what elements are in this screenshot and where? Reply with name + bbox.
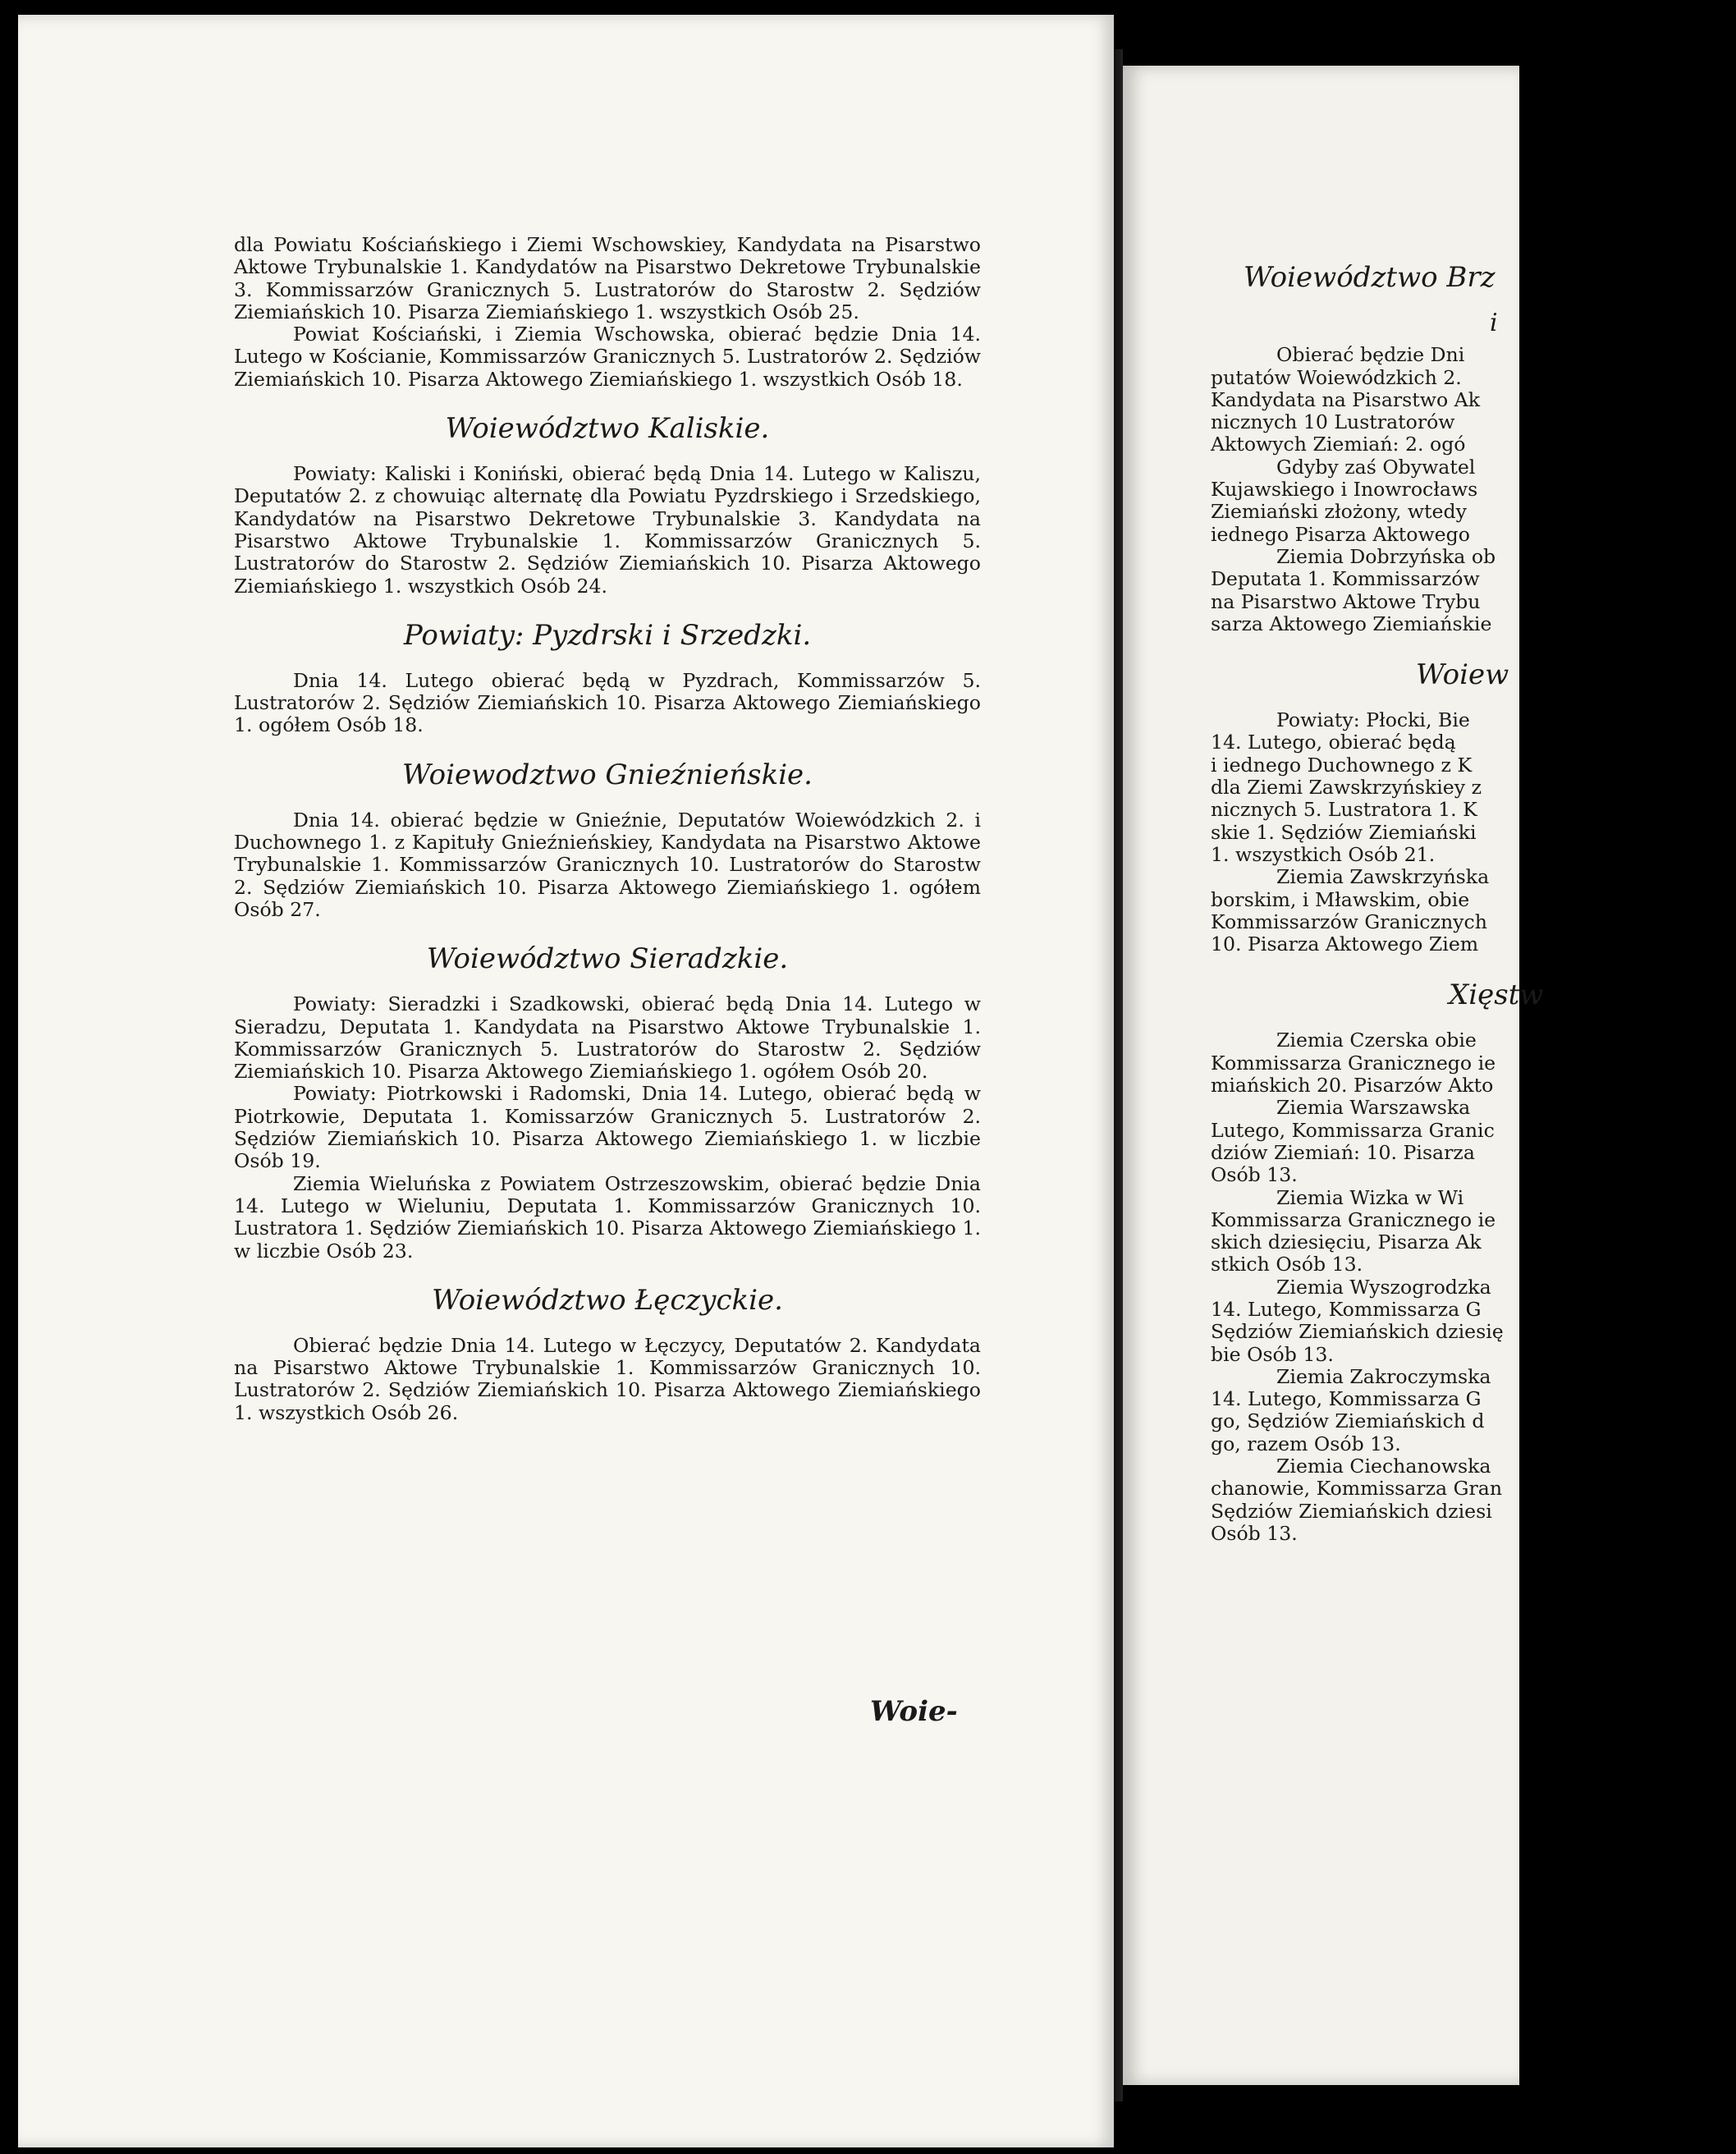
right-text-line: Sędziów Ziemiańskich dziesię — [1211, 1320, 1504, 1344]
paragraph-pyzdry: Dnia 14. Lutego obierać będą w Pyzdrach, Kommissarzów 5. Lustratorów 2. Sędziów Ziemiańskich 10. Pisarza Aktowego Ziemiańskiego 1. ogółem Osób 18. — [234, 668, 981, 737]
paragraph-kalisz: Powiaty: Kaliski i Koniński, obierać będą Dnia 14. Lutego w Kaliszu, Deputatów 2. z chowuiąc alternatę dla Powiatu Pyzdrskiego i Srzedskiego, Kandydatów na Pisarstwo Dekretowe Trybunalskie 3. Kandydata na Pisarstwo Aktowe Trybunalskie 1. Kommissarzów Granicznych 5. Lustratorów do Starostw 2. Sędziów Ziemiańskich 10. Pisarza Aktowego Ziemiańskiego 1. wszystkich Osób 24. — [234, 462, 981, 598]
right-heading: Woiewództwo Brz — [1244, 261, 1496, 294]
right-text-line: bie Osób 13. — [1211, 1342, 1334, 1366]
right-text-line: Ziemiański złożony, wtedy — [1211, 500, 1467, 524]
right-text-line: nicznych 5. Lustratora 1. K — [1211, 798, 1477, 822]
right-text-line: Kommissarza Granicznego ie — [1211, 1208, 1496, 1231]
right-text-line: 14. Lutego, Kommissarza G — [1211, 1387, 1482, 1411]
right-text-line: borskim, i Mławskim, obie — [1211, 887, 1470, 911]
right-text-line: Ziemia Wizka w Wi — [1276, 1185, 1464, 1209]
heading-sieradzkie: Woiewództwo Sieradzkie. — [426, 942, 789, 976]
right-heading: Woiew — [1416, 658, 1509, 692]
heading-leczyckie: Woiewództwo Łęczyckie. — [432, 1283, 783, 1317]
right-text-line: Kommissarzów Granicznych — [1211, 910, 1487, 933]
paragraph-continuation: dla Powiatu Kościańskiego i Ziemi Wschowskiey, Kandydata na Pisarstwo Aktowe Trybunalskie 1. Kandydatów na Pisarstwo Dekretowe Trybunalskie 3. Kommissarzów Granicznych 5. Lustratorów do Starostw 2. Sędziów Ziemiańskich 10. Pisarza Ziemiańskiego 1. wszystkich Osób 25. — [234, 233, 981, 323]
right-text-line: stkich Osób 13. — [1211, 1253, 1363, 1276]
right-text-line: Ziemia Wyszogrodzka — [1276, 1275, 1491, 1299]
right-text-line: Aktowych Ziemiań: 2. ogó — [1211, 433, 1466, 456]
catchword: Woie- — [870, 1695, 958, 1728]
right-text-line: Ziemia Ciechanowska — [1276, 1455, 1491, 1478]
right-text-line: 14. Lutego, obierać będą — [1211, 731, 1456, 754]
right-text-line: iednego Pisarza Aktowego — [1211, 522, 1470, 546]
heading-pyzdrski: Powiaty: Pyzdrski i Srzedzki. — [403, 618, 812, 652]
paragraph-sieradz: Powiaty: Sieradzki i Szadkowski, obierać będą Dnia 14. Lutego w Sieradzu, Deputata 1. Kandydata na Pisarstwo Aktowe Trybunalskie 1. Kommissarzów Granicznych 5. Lustratorów do Starostw 2. Sędziów Ziemiańskich 10. Pisarza Aktowego Ziemiańskiego 1. ogółem Osób 20. — [234, 992, 981, 1084]
right-text-line: Ziemia Czerska obie — [1276, 1029, 1477, 1052]
paragraph-gniezno: Dnia 14. obierać będzie w Gnieźnie, Deputatów Woiewódzkich 2. i Duchownego 1. z Kapituły Gnieźnieńskiey, Kandydata na Pisarstwo Aktowe Trybunalskie 1. Kommissarzów Granicznych 10. Lustratorów do Starostw 2. Sędziów Ziemiańskich 10. Pisarza Aktowego Ziemiańskiego 1. ogółem Osób 27. — [234, 808, 981, 921]
right-text-line: Ziemia Zawskrzyńska — [1276, 865, 1490, 889]
right-text-line: Ziemia Warszawska — [1276, 1096, 1471, 1120]
heading-kaliskie: Woiewództwo Kaliskie. — [445, 412, 770, 446]
right-text-line: 14. Lutego, Kommissarza G — [1211, 1297, 1482, 1321]
paragraph-piotrkow: Powiaty: Piotrkowski i Radomski, Dnia 14. Lutego, obierać będą w Piotrkowie, Deputata 1. Komissarzów Granicznych 5. Lustratorów 2. Sędziów Ziemiańskich 10. Pisarza Aktowego Ziemiańskiego 1. w liczbie Osób 19. — [234, 1082, 981, 1173]
right-text-line: 1. wszystkich Osób 21. — [1211, 842, 1436, 866]
right-text-line: Kujawskiego i Inowrocławs — [1211, 478, 1478, 502]
right-text-line: Osób 13. — [1211, 1163, 1298, 1187]
right-text-line: Deputata 1. Kommissarzów — [1211, 567, 1480, 591]
right-text-line: Sędziów Ziemiańskich dziesi — [1211, 1499, 1492, 1523]
right-text-line: Kommissarza Granicznego ie — [1211, 1051, 1496, 1075]
right-text-line: Ziemia Dobrzyńska ob — [1276, 544, 1496, 568]
right-heading: Xięstw — [1449, 978, 1544, 1012]
paragraph-leczyca: Obierać będzie Dnia 14. Lutego w Łęczycy, Deputatów 2. Kandydata na Pisarstwo Aktowe Trybunalskie 1. Kommissarzów Granicznych 10. Lustratorów 2. Sędziów Ziemiańskich 10. Pisarza Aktowego Ziemiańskiego 1. wszystkich Osób 26. — [234, 1333, 981, 1424]
left-page-text — [234, 234, 981, 1424]
right-text-line: sarza Aktowego Ziemiańskie — [1211, 612, 1492, 635]
right-text-line: Osób 13. — [1211, 1521, 1298, 1545]
right-text-line: skie 1. Sędziów Ziemiański — [1211, 820, 1477, 844]
right-text-line: dziów Ziemiań: 10. Pisarza — [1211, 1140, 1475, 1164]
right-text-line: Kandydata na Pisarstwo Ak — [1211, 387, 1480, 411]
right-heading-tail: i — [1490, 309, 1498, 337]
right-text-line: na Pisarstwo Aktowe Trybu — [1211, 589, 1481, 613]
right-text-line: i iednego Duchownego z K — [1211, 753, 1473, 777]
right-text-line: go, Sędziów Ziemiańskich d — [1211, 1409, 1485, 1433]
right-text-line: Powiaty: Płocki, Bie — [1276, 708, 1470, 732]
paragraph-koscian: Powiat Kościański, i Ziemia Wschowska, obierać będzie Dnia 14. Lutego w Kościanie, Kommissarzów Granicznych 5. Lustratorów 2. Sędziów Ziemiańskich 10. Pisarza Aktowego Ziemiańskiego 1. wszystkich Osób 18. — [234, 323, 981, 391]
right-text-line: Lutego, Kommissarza Granic — [1211, 1118, 1495, 1142]
right-text-line: skich dziesięciu, Pisarza Ak — [1211, 1231, 1482, 1254]
right-text-line: Obierać będzie Dni — [1276, 343, 1465, 367]
paragraph-wielun: Ziemia Wieluńska z Powiatem Ostrzeszowskim, obierać będzie Dnia 14. Lutego w Wieluniu, Deputata 1. Kommissarzów Granicznych 10. Lustratora 1. Sędziów Ziemiańskich 10. Pisarza Aktowego Ziemiańskiego 1. w liczbie Osób 23. — [234, 1171, 981, 1263]
right-text-line: Ziemia Zakroczymska — [1276, 1364, 1491, 1388]
right-text-line: dla Ziemi Zawskrzyńskiey z — [1211, 776, 1482, 800]
right-page-text — [1211, 238, 1736, 1545]
right-text-line: putatów Woiewódzkich 2. — [1211, 365, 1462, 389]
right-text-line: chanowie, Kommissarza Gran — [1211, 1477, 1503, 1501]
right-text-line: nicznych 10 Lustratorów — [1211, 410, 1455, 434]
right-text-line: miańskich 20. Pisarzów Akto — [1211, 1074, 1494, 1098]
right-text-line: Gdyby zaś Obywatel — [1276, 455, 1476, 479]
right-text-line: go, razem Osób 13. — [1211, 1432, 1401, 1455]
right-text-line: 10. Pisarza Aktowego Ziem — [1211, 933, 1479, 956]
heading-gnieznienskie: Woiewodztwo Gnieźnieńskie. — [401, 758, 813, 791]
